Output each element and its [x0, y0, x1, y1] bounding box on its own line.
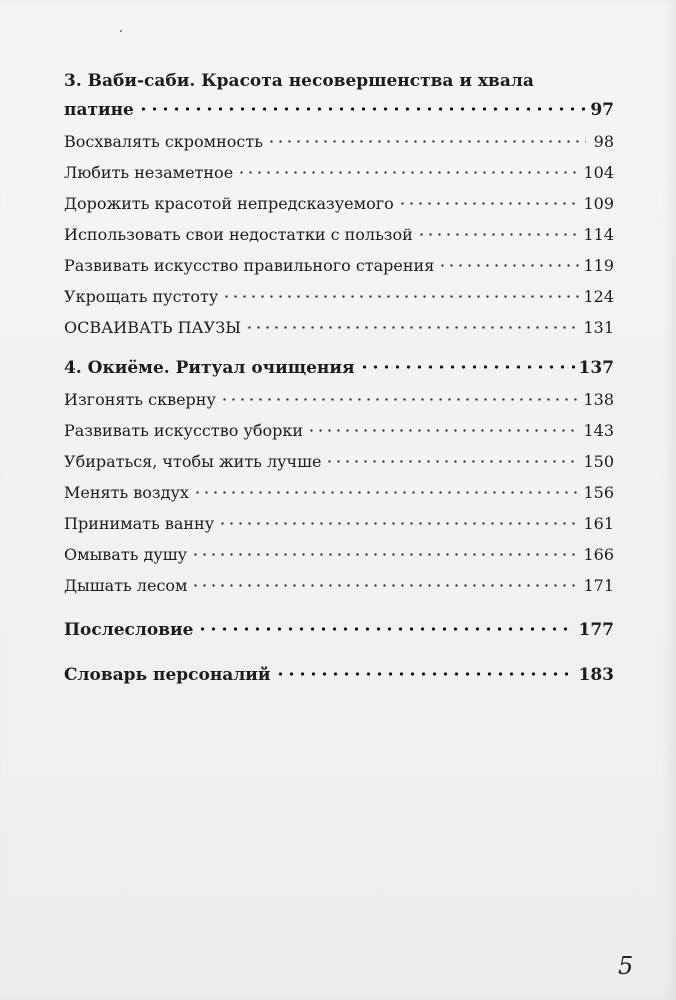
- section-4-title-line[interactable]: [64, 353, 614, 384]
- toc-entry-label: Укрощать пустоту: [64, 287, 219, 306]
- toc-entry-page: 131: [583, 318, 614, 337]
- toc-entry-page: 161: [583, 514, 614, 533]
- dot-leader: [325, 460, 579, 463]
- dot-leader: [275, 672, 575, 676]
- toc-entry[interactable]: [64, 312, 614, 343]
- toc-entry[interactable]: [64, 157, 614, 188]
- toc-entry-label: Дышать лесом: [64, 576, 188, 595]
- toc-entry[interactable]: [64, 477, 614, 508]
- toc-entry-label: Изгонять скверну: [64, 390, 216, 409]
- afterword-line[interactable]: [64, 615, 614, 646]
- toc-entry-page: 98: [593, 132, 614, 151]
- section-3-page: 97: [590, 100, 614, 120]
- dot-leader: [218, 522, 579, 525]
- toc-entry-page: 138: [583, 390, 614, 409]
- dot-leader: [398, 202, 580, 205]
- toc-entry-page: 104: [583, 163, 614, 182]
- section-3-title-continued: патине: [64, 100, 134, 120]
- toc-entry-page: 143: [583, 421, 614, 440]
- section-3-title-line[interactable]: [64, 95, 614, 126]
- dot-leader: [193, 491, 580, 494]
- toc-entry[interactable]: [64, 415, 614, 446]
- glossary-page: 183: [578, 665, 614, 685]
- toc-entry-page: 156: [583, 483, 614, 502]
- glossary-label: Словарь персоналий: [64, 665, 271, 685]
- dot-leader: [245, 326, 580, 329]
- dot-leader: [138, 107, 586, 111]
- toc-entry[interactable]: [64, 446, 614, 477]
- toc-entry-label: ОСВАИВАТЬ ПАУЗЫ: [64, 318, 241, 337]
- toc-entry-label: Омывать душу: [64, 545, 188, 564]
- toc-entry-label: Развивать искусство правильного старения: [64, 256, 435, 275]
- section-4-page: 137: [578, 358, 614, 378]
- dot-leader: [220, 398, 580, 401]
- dot-leader: [237, 171, 579, 174]
- toc-entry[interactable]: [64, 188, 614, 219]
- toc-entry[interactable]: [64, 539, 614, 570]
- dot-leader: [197, 627, 574, 631]
- dust-speck: [120, 30, 122, 32]
- toc-entry-page: 114: [583, 225, 614, 244]
- toc-entry-page: 124: [583, 287, 614, 306]
- toc-entry-label: Менять воздух: [64, 483, 189, 502]
- toc-entry-label: Восхвалять скромность: [64, 132, 263, 151]
- dot-leader: [191, 584, 579, 587]
- dot-leader: [191, 553, 579, 556]
- toc-entry[interactable]: [64, 570, 614, 601]
- glossary-line[interactable]: [64, 660, 614, 691]
- toc-entry-page: 150: [583, 452, 614, 471]
- dot-leader: [359, 365, 575, 369]
- toc-entry-label: Развивать искусство уборки: [64, 421, 304, 440]
- dot-leader: [417, 233, 580, 236]
- section-4-title: 4. Окиёме. Ритуал очищения: [64, 358, 355, 378]
- dot-leader: [267, 140, 586, 143]
- table-of-contents: [64, 68, 614, 691]
- afterword-page: 177: [578, 620, 614, 640]
- toc-entry-page: 166: [583, 545, 614, 564]
- afterword-label: Послесловие: [64, 620, 194, 640]
- toc-entry[interactable]: [64, 219, 614, 250]
- toc-entry-label: Любить незаметное: [64, 163, 234, 182]
- toc-entry[interactable]: [64, 250, 614, 281]
- toc-entry-page: 119: [583, 256, 614, 275]
- toc-entry-label: Убираться, чтобы жить лучше: [64, 452, 322, 471]
- toc-entry-label: Принимать ванну: [64, 514, 215, 533]
- dot-leader: [438, 264, 579, 267]
- toc-entry-label: Дорожить красотой непредсказуемого: [64, 194, 394, 213]
- toc-entry[interactable]: [64, 126, 614, 157]
- toc-entry[interactable]: [64, 508, 614, 539]
- dot-leader: [222, 295, 579, 298]
- toc-entry-page: 171: [583, 576, 614, 595]
- page-number: 5: [618, 952, 634, 980]
- section-3-title: 3. Ваби-саби. Красота несовершенства и хвала: [64, 71, 534, 91]
- toc-entry[interactable]: [64, 384, 614, 415]
- toc-entry-page: 109: [583, 194, 614, 213]
- dot-leader: [307, 429, 579, 432]
- toc-entry-label: Использовать свои недостатки с пользой: [64, 225, 413, 244]
- toc-entry[interactable]: [64, 281, 614, 312]
